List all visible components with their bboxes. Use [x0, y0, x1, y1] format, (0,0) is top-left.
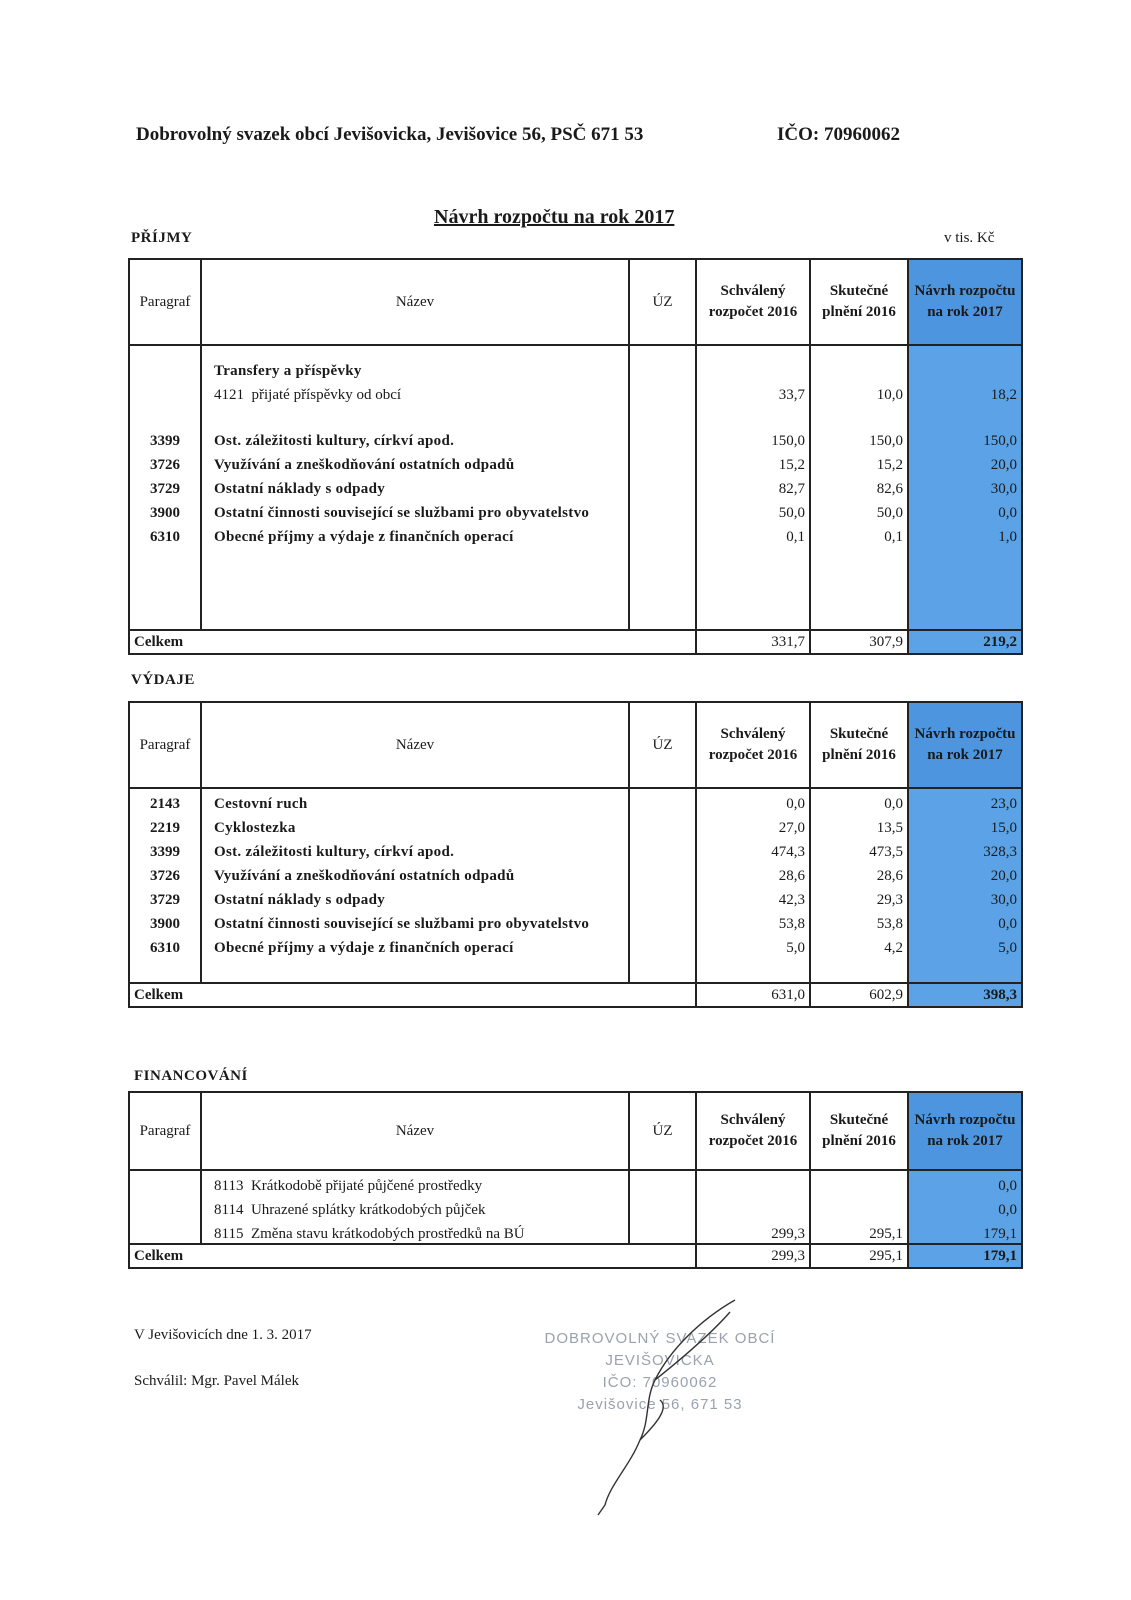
col-nazev: Název: [201, 702, 629, 788]
total-skutecne: 602,9: [810, 983, 908, 1007]
paragraf-cell: 3399: [129, 426, 201, 450]
col-schvaleny: Schválený rozpočet 2016: [696, 1092, 810, 1170]
table-row: [129, 788, 1022, 813]
paragraf-cell: 3729: [129, 885, 201, 909]
paragraf-cell: 3726: [129, 861, 201, 885]
table-header-row: [129, 1092, 1022, 1170]
table-row: [129, 498, 1022, 522]
name-cell: Ostatní činnosti související se službami pro obyvatelstvo: [201, 909, 629, 933]
vydaje-section-label: VÝDAJE: [131, 672, 195, 688]
total-navrh: 398,3: [908, 983, 1022, 1007]
total-row: [129, 983, 1022, 1007]
paragraf-cell: 3399: [129, 837, 201, 861]
prijmy-table: [128, 258, 1023, 655]
paragraf-cell: 2143: [129, 788, 201, 813]
col-navrh: Návrh rozpočtu na rok 2017: [908, 1092, 1022, 1170]
total-schvaleny: 299,3: [696, 1244, 810, 1268]
name-cell: Ostatní náklady s odpady: [201, 474, 629, 498]
item-code: 8115: [214, 1226, 244, 1242]
total-row: [129, 630, 1022, 654]
value-skutecne: 0,1: [810, 522, 908, 546]
col-nazev: Název: [201, 1092, 629, 1170]
value-skutecne: 150,0: [810, 426, 908, 450]
financovani-table: [128, 1091, 1023, 1269]
value-skutecne: 50,0: [810, 498, 908, 522]
name-cell: Ostatní náklady s odpady: [201, 885, 629, 909]
value-navrh: 15,0: [908, 813, 1022, 837]
paragraf-cell: 2219: [129, 813, 201, 837]
table-row: [129, 813, 1022, 837]
value-schvaleny: 33,7: [696, 380, 810, 404]
table-row: [129, 909, 1022, 933]
value-skutecne: 29,3: [810, 885, 908, 909]
value-navrh: 179,1: [908, 1219, 1022, 1244]
col-paragraf: Paragraf: [129, 1092, 201, 1170]
document-title: Návrh rozpočtu na rok 2017: [434, 206, 675, 228]
value-navrh: 18,2: [908, 380, 1022, 404]
total-navrh: 219,2: [908, 630, 1022, 654]
value-schvaleny: 0,0: [696, 788, 810, 813]
footer-date: V Jevišovicích dne 1. 3. 2017: [134, 1327, 312, 1343]
table-row: [129, 450, 1022, 474]
col-uz: ÚZ: [629, 1092, 696, 1170]
table-header-row: [129, 702, 1022, 788]
paragraf-cell: 6310: [129, 933, 201, 957]
total-skutecne: 295,1: [810, 1244, 908, 1268]
col-paragraf: Paragraf: [129, 259, 201, 345]
table-row: [129, 380, 1022, 404]
stamp-line: Jevišovice 56, 671 53: [577, 1396, 743, 1413]
value-schvaleny: [696, 1170, 810, 1195]
ico-header: IČO: 70960062: [777, 124, 900, 145]
item-name: přijaté příspěvky od obcí: [251, 387, 402, 403]
stamp-line: DOBROVOLNÝ SVAZEK OBCÍ: [544, 1330, 776, 1347]
value-navrh: 5,0: [908, 933, 1022, 957]
value-navrh: 0,0: [908, 909, 1022, 933]
financovani-section-label: FINANCOVÁNÍ: [134, 1068, 248, 1084]
table-row: [129, 426, 1022, 450]
table-row: [129, 1195, 1022, 1219]
value-navrh: 1,0: [908, 522, 1022, 546]
value-navrh: 30,0: [908, 474, 1022, 498]
value-schvaleny: 5,0: [696, 933, 810, 957]
name-cell: Obecné příjmy a výdaje z finančních operací: [201, 933, 629, 957]
prijmy-section-label: PŘÍJMY: [131, 230, 193, 246]
value-skutecne: 13,5: [810, 813, 908, 837]
value-schvaleny: 474,3: [696, 837, 810, 861]
value-navrh: 150,0: [908, 426, 1022, 450]
col-skutecne: Skutečné plnění 2016: [810, 259, 908, 345]
value-schvaleny: 150,0: [696, 426, 810, 450]
paragraf-cell: 3726: [129, 450, 201, 474]
table-row: [129, 1170, 1022, 1195]
value-navrh: 23,0: [908, 788, 1022, 813]
item-code: 8114: [214, 1202, 244, 1218]
value-schvaleny: 15,2: [696, 450, 810, 474]
item-name: Krátkodobě přijaté půjčené prostředky: [250, 1178, 483, 1194]
col-schvaleny: Schválený rozpočet 2016: [696, 702, 810, 788]
value-skutecne: 53,8: [810, 909, 908, 933]
name-cell: Obecné příjmy a výdaje z finančních operací: [201, 522, 629, 546]
footer-approved-by: Schválil: Mgr. Pavel Málek: [134, 1373, 299, 1389]
value-navrh: 0,0: [908, 498, 1022, 522]
value-schvaleny: 299,3: [696, 1219, 810, 1244]
total-skutecne: 307,9: [810, 630, 908, 654]
name-cell: Cyklostezka: [201, 813, 629, 837]
table-row: [129, 861, 1022, 885]
table-row: [129, 522, 1022, 546]
col-paragraf: Paragraf: [129, 702, 201, 788]
value-schvaleny: 27,0: [696, 813, 810, 837]
value-schvaleny: 0,1: [696, 522, 810, 546]
value-skutecne: 82,6: [810, 474, 908, 498]
name-cell: Ost. záležitosti kultury, církví apod.: [201, 426, 629, 450]
item-name: Změna stavu krátkodobých prostředků na BÚ: [250, 1226, 525, 1242]
stamp-line: IČO: 70960062: [602, 1374, 718, 1391]
value-skutecne: 15,2: [810, 450, 908, 474]
value-skutecne: [810, 1195, 908, 1219]
value-navrh: 20,0: [908, 450, 1022, 474]
paragraf-cell: 3729: [129, 474, 201, 498]
item-code: 4121: [214, 387, 244, 403]
value-schvaleny: 53,8: [696, 909, 810, 933]
name-cell: Využívání a zneškodňování ostatních odpadů: [201, 861, 629, 885]
paragraf-cell: 6310: [129, 522, 201, 546]
table-row: [129, 837, 1022, 861]
stamp-line: JEVIŠOVICKA: [605, 1352, 715, 1369]
name-cell: Cestovní ruch: [201, 788, 629, 813]
group-title-row: [129, 356, 1022, 380]
table-header-row: [129, 259, 1022, 345]
paragraf-cell: 3900: [129, 498, 201, 522]
total-label: Celkem: [129, 1244, 696, 1268]
organization-header: Dobrovolný svazek obcí Jevišovicka, Jevišovice 56, PSČ 671 53: [136, 124, 644, 145]
col-uz: ÚZ: [629, 702, 696, 788]
name-cell: Ost. záležitosti kultury, církví apod.: [201, 837, 629, 861]
total-row: [129, 1244, 1022, 1268]
col-skutecne: Skutečné plnění 2016: [810, 1092, 908, 1170]
col-uz: ÚZ: [629, 259, 696, 345]
value-skutecne: 473,5: [810, 837, 908, 861]
total-label: Celkem: [129, 630, 696, 654]
paragraf-cell: 3900: [129, 909, 201, 933]
value-skutecne: 0,0: [810, 788, 908, 813]
value-skutecne: 4,2: [810, 933, 908, 957]
total-label: Celkem: [129, 983, 696, 1007]
value-skutecne: 10,0: [810, 380, 908, 404]
value-skutecne: 295,1: [810, 1219, 908, 1244]
table-row: [129, 933, 1022, 957]
value-navrh: 0,0: [908, 1170, 1022, 1195]
value-schvaleny: 42,3: [696, 885, 810, 909]
total-navrh: 179,1: [908, 1244, 1022, 1268]
units-label: v tis. Kč: [944, 230, 995, 246]
value-schvaleny: [696, 1195, 810, 1219]
table-row: [129, 1219, 1022, 1244]
table-row: [129, 474, 1022, 498]
name-cell: Ostatní činnosti související se službami pro obyvatelstvo: [201, 498, 629, 522]
value-skutecne: [810, 1170, 908, 1195]
handwritten-signature: [560, 1290, 760, 1520]
value-schvaleny: 28,6: [696, 861, 810, 885]
value-navrh: 0,0: [908, 1195, 1022, 1219]
value-navrh: 20,0: [908, 861, 1022, 885]
table-row: [129, 885, 1022, 909]
value-schvaleny: 50,0: [696, 498, 810, 522]
total-schvaleny: 331,7: [696, 630, 810, 654]
value-navrh: 30,0: [908, 885, 1022, 909]
item-name: Uhrazené splátky krátkodobých půjček: [250, 1202, 486, 1218]
item-code: 8113: [214, 1178, 244, 1194]
vydaje-table: [128, 701, 1023, 1008]
value-navrh: 328,3: [908, 837, 1022, 861]
col-navrh: Návrh rozpočtu na rok 2017: [908, 702, 1022, 788]
col-skutecne: Skutečné plnění 2016: [810, 702, 908, 788]
col-navrh: Návrh rozpočtu na rok 2017: [908, 259, 1022, 345]
value-schvaleny: 82,7: [696, 474, 810, 498]
total-schvaleny: 631,0: [696, 983, 810, 1007]
group-title: Transfery a příspěvky: [201, 356, 629, 380]
value-skutecne: 28,6: [810, 861, 908, 885]
name-cell: Využívání a zneškodňování ostatních odpadů: [201, 450, 629, 474]
col-schvaleny: Schválený rozpočet 2016: [696, 259, 810, 345]
col-nazev: Název: [201, 259, 629, 345]
